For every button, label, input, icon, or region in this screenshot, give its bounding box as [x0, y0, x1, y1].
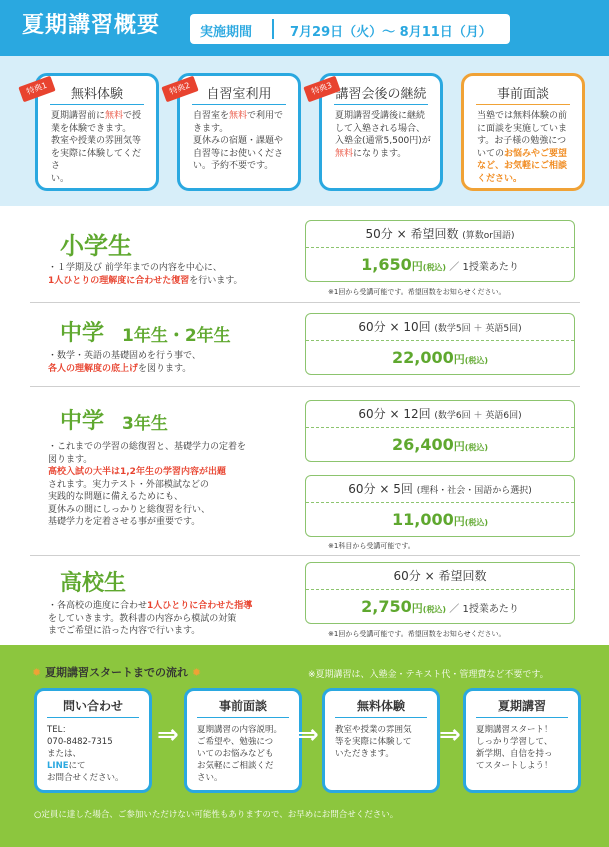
- step-divider: [476, 717, 568, 718]
- flow-step-trial: [322, 688, 440, 793]
- flow-note: ※夏期講習は、入塾金・テキスト代・管理費など不要です。: [308, 670, 549, 680]
- price-box-jh3-elective: [305, 475, 575, 537]
- benefit-badge-3: 特典3: [303, 76, 340, 103]
- flow-arrow-icon: ⇒: [157, 720, 179, 750]
- jh3-description: ・これまでの学習の総復習と、基礎学力の定着を 図ります。 高校入試の大半は1,2年生の学習内容が出題 されます。実力テスト・外部模試などの 実践的な問題に備えるためにも、 夏休みの間にしっかりと総復習を行い、 基礎学力を定着させる事が重要です。: [48, 442, 247, 527]
- jh3-note: ※1科目から受講可能です。: [328, 542, 415, 550]
- section-title-elementary: 小学生: [60, 232, 132, 260]
- section-title-jh3: 中学: [60, 409, 105, 434]
- step-body: 教室や授業の雰囲気 等を実際に体験して いただきます。: [335, 725, 412, 759]
- card-divider: [192, 104, 286, 105]
- price-box-elementary: [305, 220, 575, 282]
- card-title: 無料体験: [70, 87, 123, 102]
- step-title: 無料体験: [356, 699, 405, 713]
- flow-arrow-icon: ⇒: [297, 720, 319, 750]
- step-divider: [197, 717, 289, 718]
- header-bar: [0, 0, 609, 56]
- step-title: 夏期講習: [497, 699, 546, 713]
- price-condition: 60分 × 希望回数: [306, 563, 574, 590]
- section-title-high: 高校生: [60, 571, 127, 596]
- sun-icon: ✹: [32, 666, 42, 679]
- card-body: 当塾では無料体験の前 に面談を実施していま す。お子様の勉強につ いてのお悩みやご要望 など、お気軽にご相談 ください。: [477, 111, 568, 184]
- step-divider: [335, 717, 427, 718]
- price-row: 11,000円(税込): [391, 510, 489, 529]
- price-box-jh12: [305, 313, 575, 375]
- price-condition: 50分 × 希望回数 (算数or国語): [306, 221, 574, 248]
- step-divider: [47, 717, 139, 718]
- card-body: 自習室を無料で利用で きます。 夏休みの宿題・課題や 自習等にお使いくださ い。予約不要です。: [193, 111, 284, 171]
- step-title: 問い合わせ: [62, 699, 123, 713]
- sun-icon: ✹: [191, 666, 202, 679]
- period-divider: [272, 19, 274, 39]
- section-subtitle-jh3: 3年生: [122, 414, 168, 434]
- high-note: ※1回から受講可能です。希望回数をお知らせください。: [328, 630, 506, 638]
- jh12-description: ・数学・英語の基礎固めを行う事で、 各人の理解度の底上げを図ります。: [48, 351, 201, 374]
- step-body: TEL： 070-8482-7315 または、 LINEにて お問合せください。: [47, 725, 124, 783]
- card-title: 自習室利用: [206, 87, 272, 102]
- card-body: 夏期講習受講後に継続 して入塾される場合、 入塾金(通常5,500円)が 無料になります。: [335, 111, 431, 159]
- section-divider: [30, 386, 580, 387]
- step-body: 夏期講習の内容説明。 ご希望や、勉強につ いてのお悩みなども お気軽にご相談くだ さい。: [197, 725, 283, 783]
- flow-step-course: [463, 688, 581, 793]
- period-box: [190, 14, 510, 44]
- elementary-description: ・１学期及び 前学年までの内容を中心に、 1人ひとりの理解度に合わせた復習を行います。: [48, 263, 243, 286]
- price-box-high: [305, 562, 575, 624]
- flow-title: ✹ 夏期講習スタートまでの流れ ✹: [32, 666, 202, 679]
- high-description: ・各高校の進度に合わせ1人ひとりに合わせた指導 をしていきます。教科書の内容から模試の対策 までご希望に沿った内容で行います。: [48, 601, 253, 636]
- card-title: 講習会後の継続: [335, 87, 427, 102]
- card-divider: [334, 104, 428, 105]
- footer-note: ○定員に達した場合、ご参加いただけない可能性もありますので、お早めにお問合せください。: [34, 810, 399, 820]
- period-dates: 7月29日（火）～ 8月11日（月）: [290, 25, 492, 40]
- price-condition: 60分 × 5回 (理科・社会・国語から選択): [306, 476, 574, 503]
- benefit-badge-2: 特典2: [161, 76, 198, 103]
- step-title: 事前面談: [218, 699, 267, 713]
- card-divider: [50, 104, 144, 105]
- price-condition: 60分 × 10回 (数学5回 ＋ 英語5回): [306, 314, 574, 341]
- price-row: 2,750円(税込) ／ 1授業あたり: [361, 597, 519, 616]
- section-subtitle-jh12: 1年生・2年生: [122, 326, 231, 346]
- card-title: 事前面談: [496, 87, 549, 102]
- card-divider: [476, 104, 570, 105]
- benefit-card-consultation: [461, 73, 585, 191]
- flow-step-inquiry: [34, 688, 152, 793]
- flow-step-consultation: [184, 688, 302, 793]
- page-title: 夏期講習概要: [22, 13, 161, 38]
- price-box-jh3-main: [305, 400, 575, 462]
- price-condition: 60分 × 12回 (数学6回 ＋ 英語6回): [306, 401, 574, 428]
- step-body: 夏期講習スタート！ しっかり学習して、 新学期、自信を持っ てスタートしよう！: [476, 725, 553, 771]
- period-label: 実施期間: [200, 25, 253, 40]
- section-divider: [30, 555, 580, 556]
- section-divider: [30, 302, 580, 303]
- flow-arrow-icon: ⇒: [439, 720, 461, 750]
- price-row: 1,650円(税込) ／ 1授業あたり: [361, 255, 519, 274]
- benefit-badge-1: 特典1: [18, 76, 55, 103]
- card-body: 夏期講習前に無料で授 業を体験できます。 教室や授業の雰囲気等 を実際に体験してくださ い。: [51, 111, 142, 184]
- price-row: 22,000円(税込): [391, 348, 489, 367]
- section-title-jh12: 中学: [60, 321, 105, 346]
- price-row: 26,400円(税込): [391, 435, 489, 454]
- elementary-note: ※1回から受講可能です。希望回数をお知らせください。: [328, 288, 506, 296]
